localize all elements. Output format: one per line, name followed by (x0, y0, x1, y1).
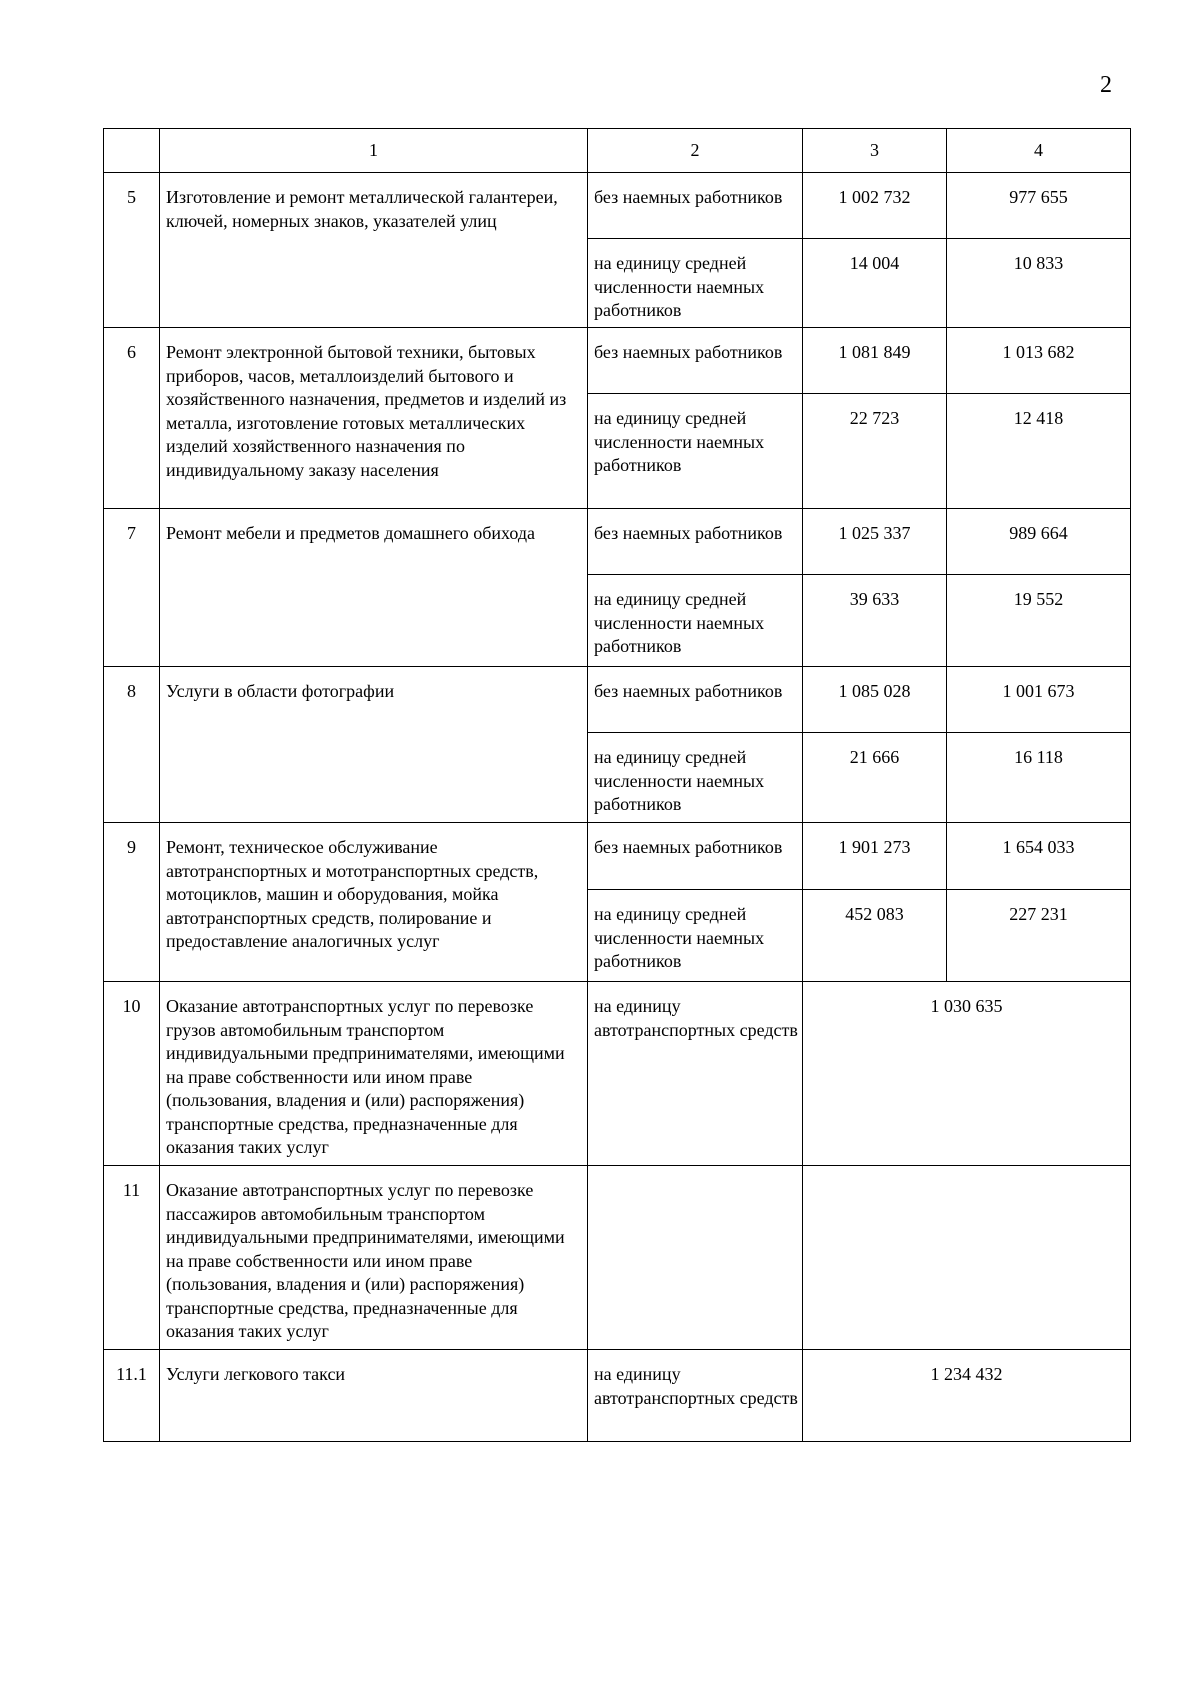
unit-cell: на единицу автотранспортных средств (588, 982, 803, 1166)
value-col4: 1 654 033 (947, 823, 1131, 890)
row-number: 8 (104, 667, 160, 823)
value-col3: 39 633 (803, 575, 947, 667)
page-number: 2 (1100, 72, 1112, 98)
value-col3: 14 004 (803, 239, 947, 328)
table-row (104, 982, 1131, 1166)
table-row (104, 1350, 1131, 1442)
row-number: 6 (104, 328, 160, 509)
table-row (104, 1166, 1131, 1350)
value-col3: 22 723 (803, 394, 947, 509)
activity-name: Услуги в области фотографии (160, 667, 588, 823)
header-cell-4: 4 (947, 129, 1131, 173)
row-number: 7 (104, 509, 160, 667)
value-col4: 227 231 (947, 890, 1131, 982)
value-col4: 12 418 (947, 394, 1131, 509)
row-number: 10 (104, 982, 160, 1166)
unit-cell: без наемных работников (588, 823, 803, 890)
unit-cell: без наемных работников (588, 173, 803, 239)
activity-name: Оказание автотранспортных услуг по перевозке грузов автомобильным транспортом индивидуальными предпринимателями, имеющими на праве собственности или ином праве (пользования, владения и (или) распоряжения) транспортные средства, предназначенные для оказания таких услуг (160, 982, 588, 1166)
unit-cell: на единицу автотранспортных средств (588, 1350, 803, 1442)
table-row (104, 173, 1131, 239)
unit-cell: без наемных работников (588, 667, 803, 733)
value-col4: 989 664 (947, 509, 1131, 575)
value-col3: 1 085 028 (803, 667, 947, 733)
value-col4: 1 013 682 (947, 328, 1131, 394)
unit-cell: на единицу средней численности наемных работников (588, 733, 803, 823)
row-number: 11.1 (104, 1350, 160, 1442)
unit-cell: на единицу средней численности наемных работников (588, 239, 803, 328)
table-row (104, 667, 1131, 733)
tariff-table (103, 128, 1131, 1442)
table-row (104, 328, 1131, 394)
header-cell-3: 3 (803, 129, 947, 173)
activity-name: Изготовление и ремонт металлической галантереи, ключей, номерных знаков, указателей улиц (160, 173, 588, 328)
header-cell-2: 2 (588, 129, 803, 173)
value-col3: 1 081 849 (803, 328, 947, 394)
value-col3: 1 002 732 (803, 173, 947, 239)
table-row (104, 823, 1131, 890)
unit-cell: на единицу средней численности наемных работников (588, 394, 803, 509)
unit-cell (588, 1166, 803, 1350)
value-col4: 16 118 (947, 733, 1131, 823)
unit-cell: без наемных работников (588, 328, 803, 394)
unit-cell: без наемных работников (588, 509, 803, 575)
value-col4: 977 655 (947, 173, 1131, 239)
value-col3: 1 901 273 (803, 823, 947, 890)
value-col3: 452 083 (803, 890, 947, 982)
unit-cell: на единицу средней численности наемных работников (588, 890, 803, 982)
row-number: 11 (104, 1166, 160, 1350)
activity-name: Оказание автотранспортных услуг по перевозке пассажиров автомобильным транспортом индивидуальными предпринимателями, имеющими на праве собственности или ином праве (пользования, владения и (или) распоряжения) транспортные средства, предназначенные для оказания таких услуг (160, 1166, 588, 1350)
value-col3: 1 025 337 (803, 509, 947, 575)
value-col4: 19 552 (947, 575, 1131, 667)
activity-name: Ремонт мебели и предметов домашнего обихода (160, 509, 588, 667)
value-merged: 1 030 635 (803, 982, 1131, 1166)
table-row (104, 509, 1131, 575)
header-cell-num (104, 129, 160, 173)
activity-name: Услуги легкового такси (160, 1350, 588, 1442)
activity-name: Ремонт электронной бытовой техники, бытовых приборов, часов, металлоизделий бытового и хозяйственного назначения, предметов и изделий из металла, изготовление готовых металлических изделий хозяйственного назначения по индивидуальному заказу населения (160, 328, 588, 509)
header-cell-1: 1 (160, 129, 588, 173)
value-col4: 10 833 (947, 239, 1131, 328)
unit-cell: на единицу средней численности наемных работников (588, 575, 803, 667)
activity-name: Ремонт, техническое обслуживание автотранспортных и мототранспортных средств, мотоциклов, машин и оборудования, мойка автотранспортных средств, полирование и предоставление аналогичных услуг (160, 823, 588, 982)
value-merged: 1 234 432 (803, 1350, 1131, 1442)
value-col4: 1 001 673 (947, 667, 1131, 733)
value-col3: 21 666 (803, 733, 947, 823)
table-header-row (104, 129, 1131, 173)
row-number: 5 (104, 173, 160, 328)
row-number: 9 (104, 823, 160, 982)
value-merged (803, 1166, 1131, 1350)
